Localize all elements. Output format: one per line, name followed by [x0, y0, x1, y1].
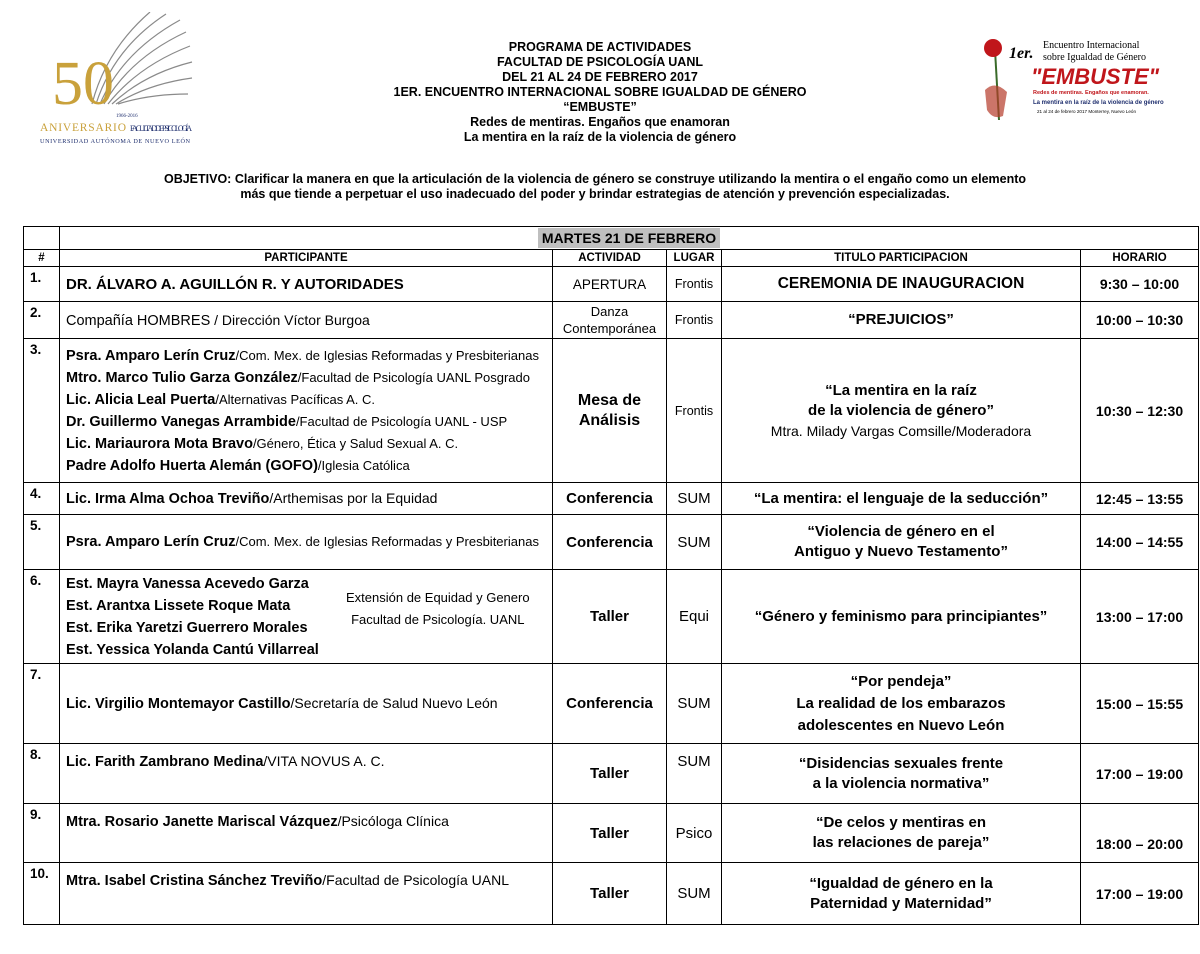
place: SUM [667, 515, 722, 570]
place: Psico [667, 804, 722, 863]
moderator: Mtra. Milady Vargas Comsille/Moderadora [770, 422, 1032, 439]
table-row [24, 804, 1199, 863]
participant-affiliation: /Com. Mex. de Iglesias Reformadas y Presbiterianas [235, 534, 539, 549]
row-number: 8. [24, 744, 60, 804]
participant-name: Lic. Virgilio Montemayor Castillo [66, 696, 291, 712]
time-slot: 10:30 – 12:30 [1081, 339, 1199, 483]
col-header-participante: PARTICIPANTE [60, 250, 553, 267]
participant-name: Dr. Guillermo Vanegas Arrambide [66, 413, 296, 430]
title-line: “De celos y mentiras en [815, 814, 987, 831]
participant-affiliation: /Arthemisas por la Equidad [269, 490, 438, 506]
participant-name: DR. ÁLVARO A. AGUILLÓN R. Y AUTORIDADES [60, 267, 553, 302]
logo-title-1: Encuentro Internacional [1043, 40, 1140, 51]
time-slot: 12:45 – 13:55 [1081, 483, 1199, 515]
logo-embuste: "EMBUSTE" [1031, 64, 1159, 89]
row-number: 10. [24, 863, 60, 925]
participant-affiliation: /Secretaría de Salud Nuevo León [290, 695, 498, 711]
place: Frontis [667, 267, 722, 302]
title-line: las relaciones de pareja” [812, 834, 990, 851]
participant-name: Lic. Mariaurora Mota Bravo [66, 435, 253, 452]
header-line-2: FACULTAD DE PSICOLOGÍA UANL [496, 55, 703, 69]
participant-list [60, 339, 553, 483]
activity: Conferencia [553, 664, 667, 744]
title-line: de la violencia de género” [808, 401, 994, 419]
place: SUM [667, 744, 722, 804]
objective [150, 172, 1040, 202]
participant-affiliation: /Alternativas Pacíficas A. C. [215, 391, 376, 407]
time-slot: 18:00 – 20:00 [1081, 804, 1199, 863]
logo-tag-3: 21 al 24 de febrero 2017 Monterrey, Nuevo León [1037, 109, 1137, 114]
row-number: 9. [24, 804, 60, 863]
place: SUM [667, 863, 722, 925]
table-row [24, 339, 1199, 483]
activity: Taller [553, 570, 667, 664]
table-row [24, 515, 1199, 570]
schedule-table [23, 226, 1199, 925]
participant-name: Est. Yessica Yolanda Cantú Villarreal [66, 641, 319, 658]
table-row [24, 744, 1199, 804]
activity: Danza Contemporánea [553, 302, 667, 339]
day-heading: MARTES 21 DE FEBRERO [538, 228, 720, 248]
row-number: 5. [24, 515, 60, 570]
activity: APERTURA [553, 267, 667, 302]
logo-tag-2: La mentira en la raíz de la violencia de género [1033, 100, 1164, 106]
time-slot: 14:00 – 14:55 [1081, 515, 1199, 570]
participant-affiliation: /Facultad de Psicología UANL [322, 872, 510, 888]
col-header-horario: HORARIO [1081, 250, 1199, 267]
group-affiliation-line: Facultad de Psicología. UANL [351, 611, 525, 627]
objective-label: OBJETIVO: [163, 172, 232, 186]
logo-facultad: FACULTAD DE PSICOLOGÍA [130, 124, 192, 133]
row-number: 3. [24, 339, 60, 483]
participant-name: Mtra. Rosario Janette Mariscal Vázquez [66, 814, 338, 830]
participant-name: Est. Arantxa Lissete Roque Mata [66, 597, 291, 614]
participation-title: CEREMONIA DE INAUGURACION [722, 267, 1081, 302]
activity: Conferencia [553, 515, 667, 570]
title-line: “Violencia de género en el [807, 523, 995, 540]
participant-name: Lic. Irma Alma Ochoa Treviño [66, 491, 270, 507]
table-row [24, 570, 1199, 664]
objective-text-1: Clarificar la manera en que la articulación de la violencia de género se construye utilizando la mentira o el engaño como un elemento [234, 172, 1027, 186]
title-line: Antiguo y Nuevo Testamento” [794, 543, 1008, 560]
title-line: adolescentes en Nuevo León [797, 716, 1005, 734]
activity: Taller [553, 863, 667, 925]
header-line-6: Redes de mentiras. Engaños que enamoran [470, 115, 730, 129]
logo-universidad: UNIVERSIDAD AUTÓNOMA DE NUEVO LEÓN [40, 138, 190, 145]
title-line: a la violencia normativa” [812, 774, 990, 792]
row-number: 2. [24, 302, 60, 339]
time-slot: 17:00 – 19:00 [1081, 744, 1199, 804]
participant-list [60, 570, 553, 664]
row-number: 1. [24, 267, 60, 302]
table-row [24, 302, 1199, 339]
table-row [24, 664, 1199, 744]
header-line-4: 1ER. ENCUENTRO INTERNACIONAL SOBRE IGUALDAD DE GÉNERO [393, 85, 807, 99]
participant-name: Psra. Amparo Lerín Cruz [66, 347, 236, 364]
place: SUM [667, 483, 722, 515]
title-line: “Disidencias sexuales frente [798, 754, 1004, 772]
participation-title [722, 744, 1081, 804]
activity: Taller [553, 744, 667, 804]
logo-prefix: 1er. [1009, 45, 1034, 62]
place: Equi [667, 570, 722, 664]
header-line-1: PROGRAMA DE ACTIVIDADES [508, 40, 692, 54]
time-slot: 17:00 – 19:00 [1081, 863, 1199, 925]
title-line: “Igualdad de género en la [809, 874, 993, 892]
objective-text-2: más que tiende a perpetuar el uso inadecuado del poder y brindar estrategias de atención y prevención especializadas. [240, 187, 950, 201]
participation-title: “La mentira: el lenguaje de la seducción” [722, 483, 1081, 515]
table-row [24, 863, 1199, 925]
header-line-7: La mentira en la raíz de la violencia de género [463, 130, 737, 144]
place: Frontis [667, 339, 722, 483]
col-header-lugar: LUGAR [667, 250, 722, 267]
title-line: La realidad de los embarazos [796, 694, 1006, 712]
participant-affiliation: /Facultad de Psicología UANL Posgrado [297, 369, 530, 385]
fifty-anniversary-logo [30, 12, 198, 160]
program-header [180, 40, 1020, 145]
col-header-num: # [24, 250, 60, 267]
col-header-actividad: ACTIVIDAD [553, 250, 667, 267]
group-affiliation [346, 587, 530, 631]
title-line: “La mentira en la raíz [825, 381, 977, 399]
participant-affiliation: /Psicóloga Clínica [337, 813, 449, 829]
participant-name: Padre Adolfo Huerta Alemán (GOFO) [66, 457, 318, 474]
row-number: 7. [24, 664, 60, 744]
place: Frontis [667, 302, 722, 339]
participant-affiliation: /Género, Ética y Salud Sexual A. C. [252, 435, 459, 451]
header-line-5: “EMBUSTE” [563, 100, 637, 114]
logo-years: 1966-2016 [116, 114, 138, 119]
participation-title [722, 339, 1081, 483]
table-row [24, 483, 1199, 515]
participation-title [722, 804, 1081, 863]
logo-tag-1: Redes de mentiras. Engaños que enamoran. [1033, 90, 1149, 96]
participant-affiliation: /Facultad de Psicología UANL - USP [295, 413, 508, 429]
logo-title-2: sobre Igualdad de Género [1043, 52, 1147, 63]
time-slot: 10:00 – 10:30 [1081, 302, 1199, 339]
participant-name: Lic. Alicia Leal Puerta [66, 391, 216, 408]
participation-title: “PREJUICIOS” [722, 302, 1081, 339]
row-number: 6. [24, 570, 60, 664]
row-number: 4. [24, 483, 60, 515]
participant-name: Mtra. Isabel Cristina Sánchez Treviño [66, 873, 323, 889]
participation-title [722, 515, 1081, 570]
time-slot: 9:30 – 10:00 [1081, 267, 1199, 302]
participant-name: Mtro. Marco Tulio Garza González [66, 369, 298, 386]
place: SUM [667, 664, 722, 744]
participation-title [722, 664, 1081, 744]
participant-name: Est. Erika Yaretzi Guerrero Morales [66, 619, 308, 636]
participation-title [722, 863, 1081, 925]
logo-aniversario: ANIVERSARIO [40, 122, 126, 134]
table-row [24, 267, 1199, 302]
participant-affiliation: / Dirección Víctor Burgoa [210, 311, 370, 328]
title-line: “Por pendeja” [850, 672, 952, 690]
activity: Taller [553, 804, 667, 863]
participant-name: Lic. Farith Zambrano Medina [66, 754, 264, 770]
participant-affiliation: /Iglesia Católica [317, 457, 410, 473]
time-slot: 15:00 – 15:55 [1081, 664, 1199, 744]
activity: Conferencia [553, 483, 667, 515]
title-line: Paternidad y Maternidad” [810, 894, 992, 912]
col-header-titulo: TITULO PARTICIPACION [722, 250, 1081, 267]
activity: Mesa de Análisis [553, 339, 667, 483]
participant-name: Compañía HOMBRES [66, 312, 211, 329]
participant-name: Psra. Amparo Lerín Cruz [66, 534, 236, 550]
group-affiliation-line: Extensión de Equidad y Genero [346, 589, 530, 605]
participant-affiliation: /VITA NOVUS A. C. [263, 753, 385, 769]
time-slot: 13:00 – 17:00 [1081, 570, 1199, 664]
participation-title: “Género y feminismo para principiantes” [722, 570, 1081, 664]
participant-name: Est. Mayra Vanessa Acevedo Garza [66, 575, 309, 592]
participant-affiliation: /Com. Mex. de Iglesias Reformadas y Presbiterianas [235, 347, 539, 363]
header-line-3: DEL 21 AL 24 DE FEBRERO 2017 [502, 70, 698, 84]
logo-50-number: 50 [52, 50, 114, 118]
